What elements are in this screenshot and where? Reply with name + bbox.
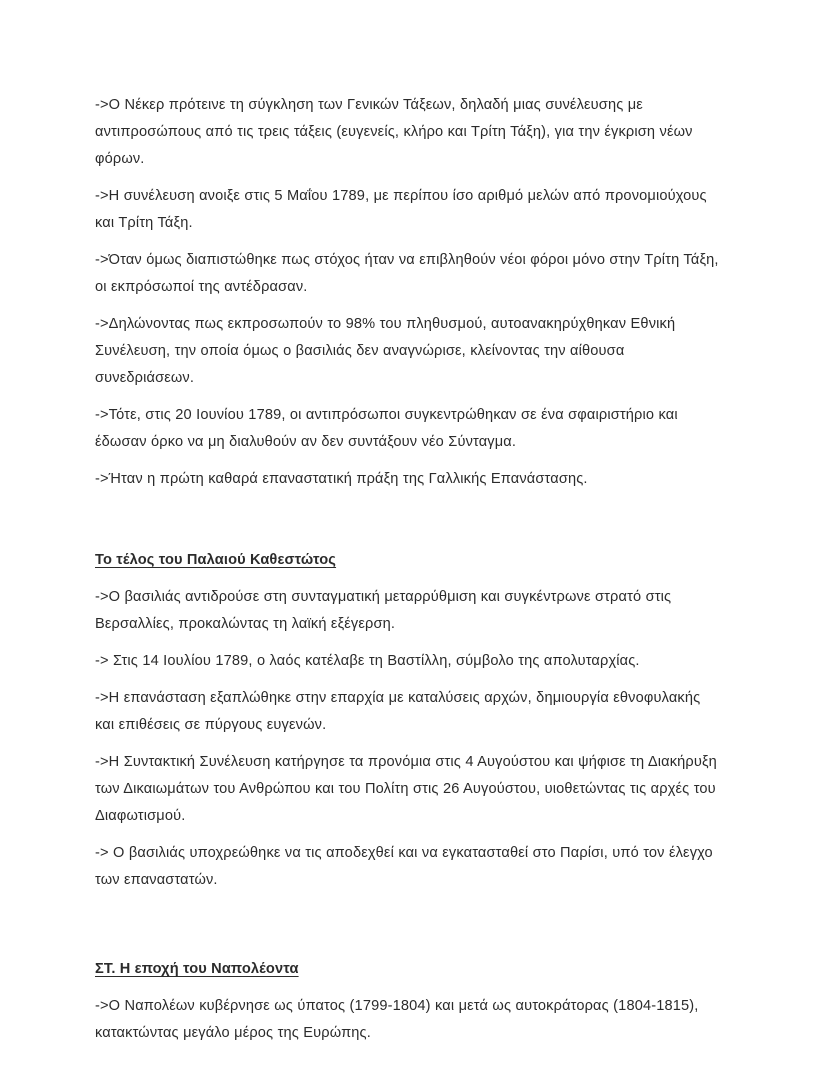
paragraph-national-assembly-declaration: ->Δηλώνοντας πως εκπροσωπούν το 98% του πληθυσμού, αυτοανακηρύχθηκαν Εθνική Συνέλευση, την οποία όμως ο βασιλιάς δεν αναγνώρισε, κλείνοντας την αίθουσα συνεδριάσεων. — [95, 316, 676, 386]
paragraph-necker-estates-general: ->Ο Νέκερ πρότεινε τη σύγκληση των Γενικών Τάξεων, δηλαδή μιας συνέλευσης με αντιπροσώπους από τις τρεις τάξεις (ευγενείς, κλήρο και Τρίτη Τάξη), για την έγκριση νέων φόρων. — [95, 97, 693, 167]
paragraph-bastille-storming: -> Στις 14 Ιουλίου 1789, ο λαός κατέλαβε τη Βαστίλλη, σύμβολο της απολυταρχίας. — [95, 653, 640, 669]
paragraph-tennis-court-oath: ->Τότε, στις 20 Ιουνίου 1789, οι αντιπρόσωποι συγκεντρώθηκαν σε ένα σφαιριστήριο και έδωσαν όρκο να μη διαλυθούν αν δεν συντάξουν νέο Σύνταγμα. — [95, 407, 678, 450]
paragraph-king-troops-versailles: ->Ο βασιλιάς αντιδρούσε στη συνταγματική μεταρρύθμιση και συγκέντρωνε στρατό στις Βερσαλλίες, προκαλώντας τη λαϊκή εξέγερση. — [95, 589, 672, 632]
document-body — [95, 92, 721, 1047]
paragraph-king-moves-to-paris: -> Ο βασιλιάς υποχρεώθηκε να τις αποδεχθεί και να εγκατασταθεί στο Παρίσι, υπό τον έλεγχο των επαναστατών. — [95, 845, 713, 888]
paragraph-napoleon-consul-emperor: ->Ο Ναπολέων κυβέρνησε ως ύπατος (1799-1804) και μετά ως αυτοκράτορας (1804-1815), κατακτώντας μεγάλο μέρος της Ευρώπης. — [95, 998, 699, 1041]
paragraph-assembly-opening: ->Η συνέλευση ανοιξε στις 5 Μαΐου 1789, με περίπου ίσο αριθμό μελών από προνομιούχους και Τρίτη Τάξη. — [95, 188, 707, 231]
section-spacer-2 — [95, 904, 721, 956]
paragraph-first-revolutionary-act: ->Ήταν η πρώτη καθαρά επαναστατική πράξη της Γαλλικής Επανάστασης. — [95, 471, 588, 487]
section-heading-end-of-old-regime: Το τέλος του Παλαιού Καθεστώτος — [95, 552, 337, 568]
section-heading-napoleon-era: ΣΤ. Η εποχή του Ναπολέοντα — [95, 961, 299, 977]
section-spacer — [95, 503, 721, 547]
paragraph-declaration-rights-of-man: ->Η Συντακτική Συνέλευση κατήργησε τα προνόμια στις 4 Αυγούστου και ψήφισε τη Διακήρυξη των Δικαιωμάτων του Ανθρώπου και του Πολίτη στις 26 Αυγούστου, υιοθετώντας τις αρχές του Διαφωτισμού. — [95, 754, 717, 824]
paragraph-revolution-spreads-provinces: ->Η επανάσταση εξαπλώθηκε στην επαρχία με καταλύσεις αρχών, δημιουργία εθνοφυλακής και επιθέσεις σε πύργους ευγενών. — [95, 690, 701, 733]
paragraph-third-estate-reaction: ->Όταν όμως διαπιστώθηκε πως στόχος ήταν να επιβληθούν νέοι φόροι μόνο στην Τρίτη Τάξη, οι εκπρόσωποί της αντέδρασαν. — [95, 252, 719, 295]
